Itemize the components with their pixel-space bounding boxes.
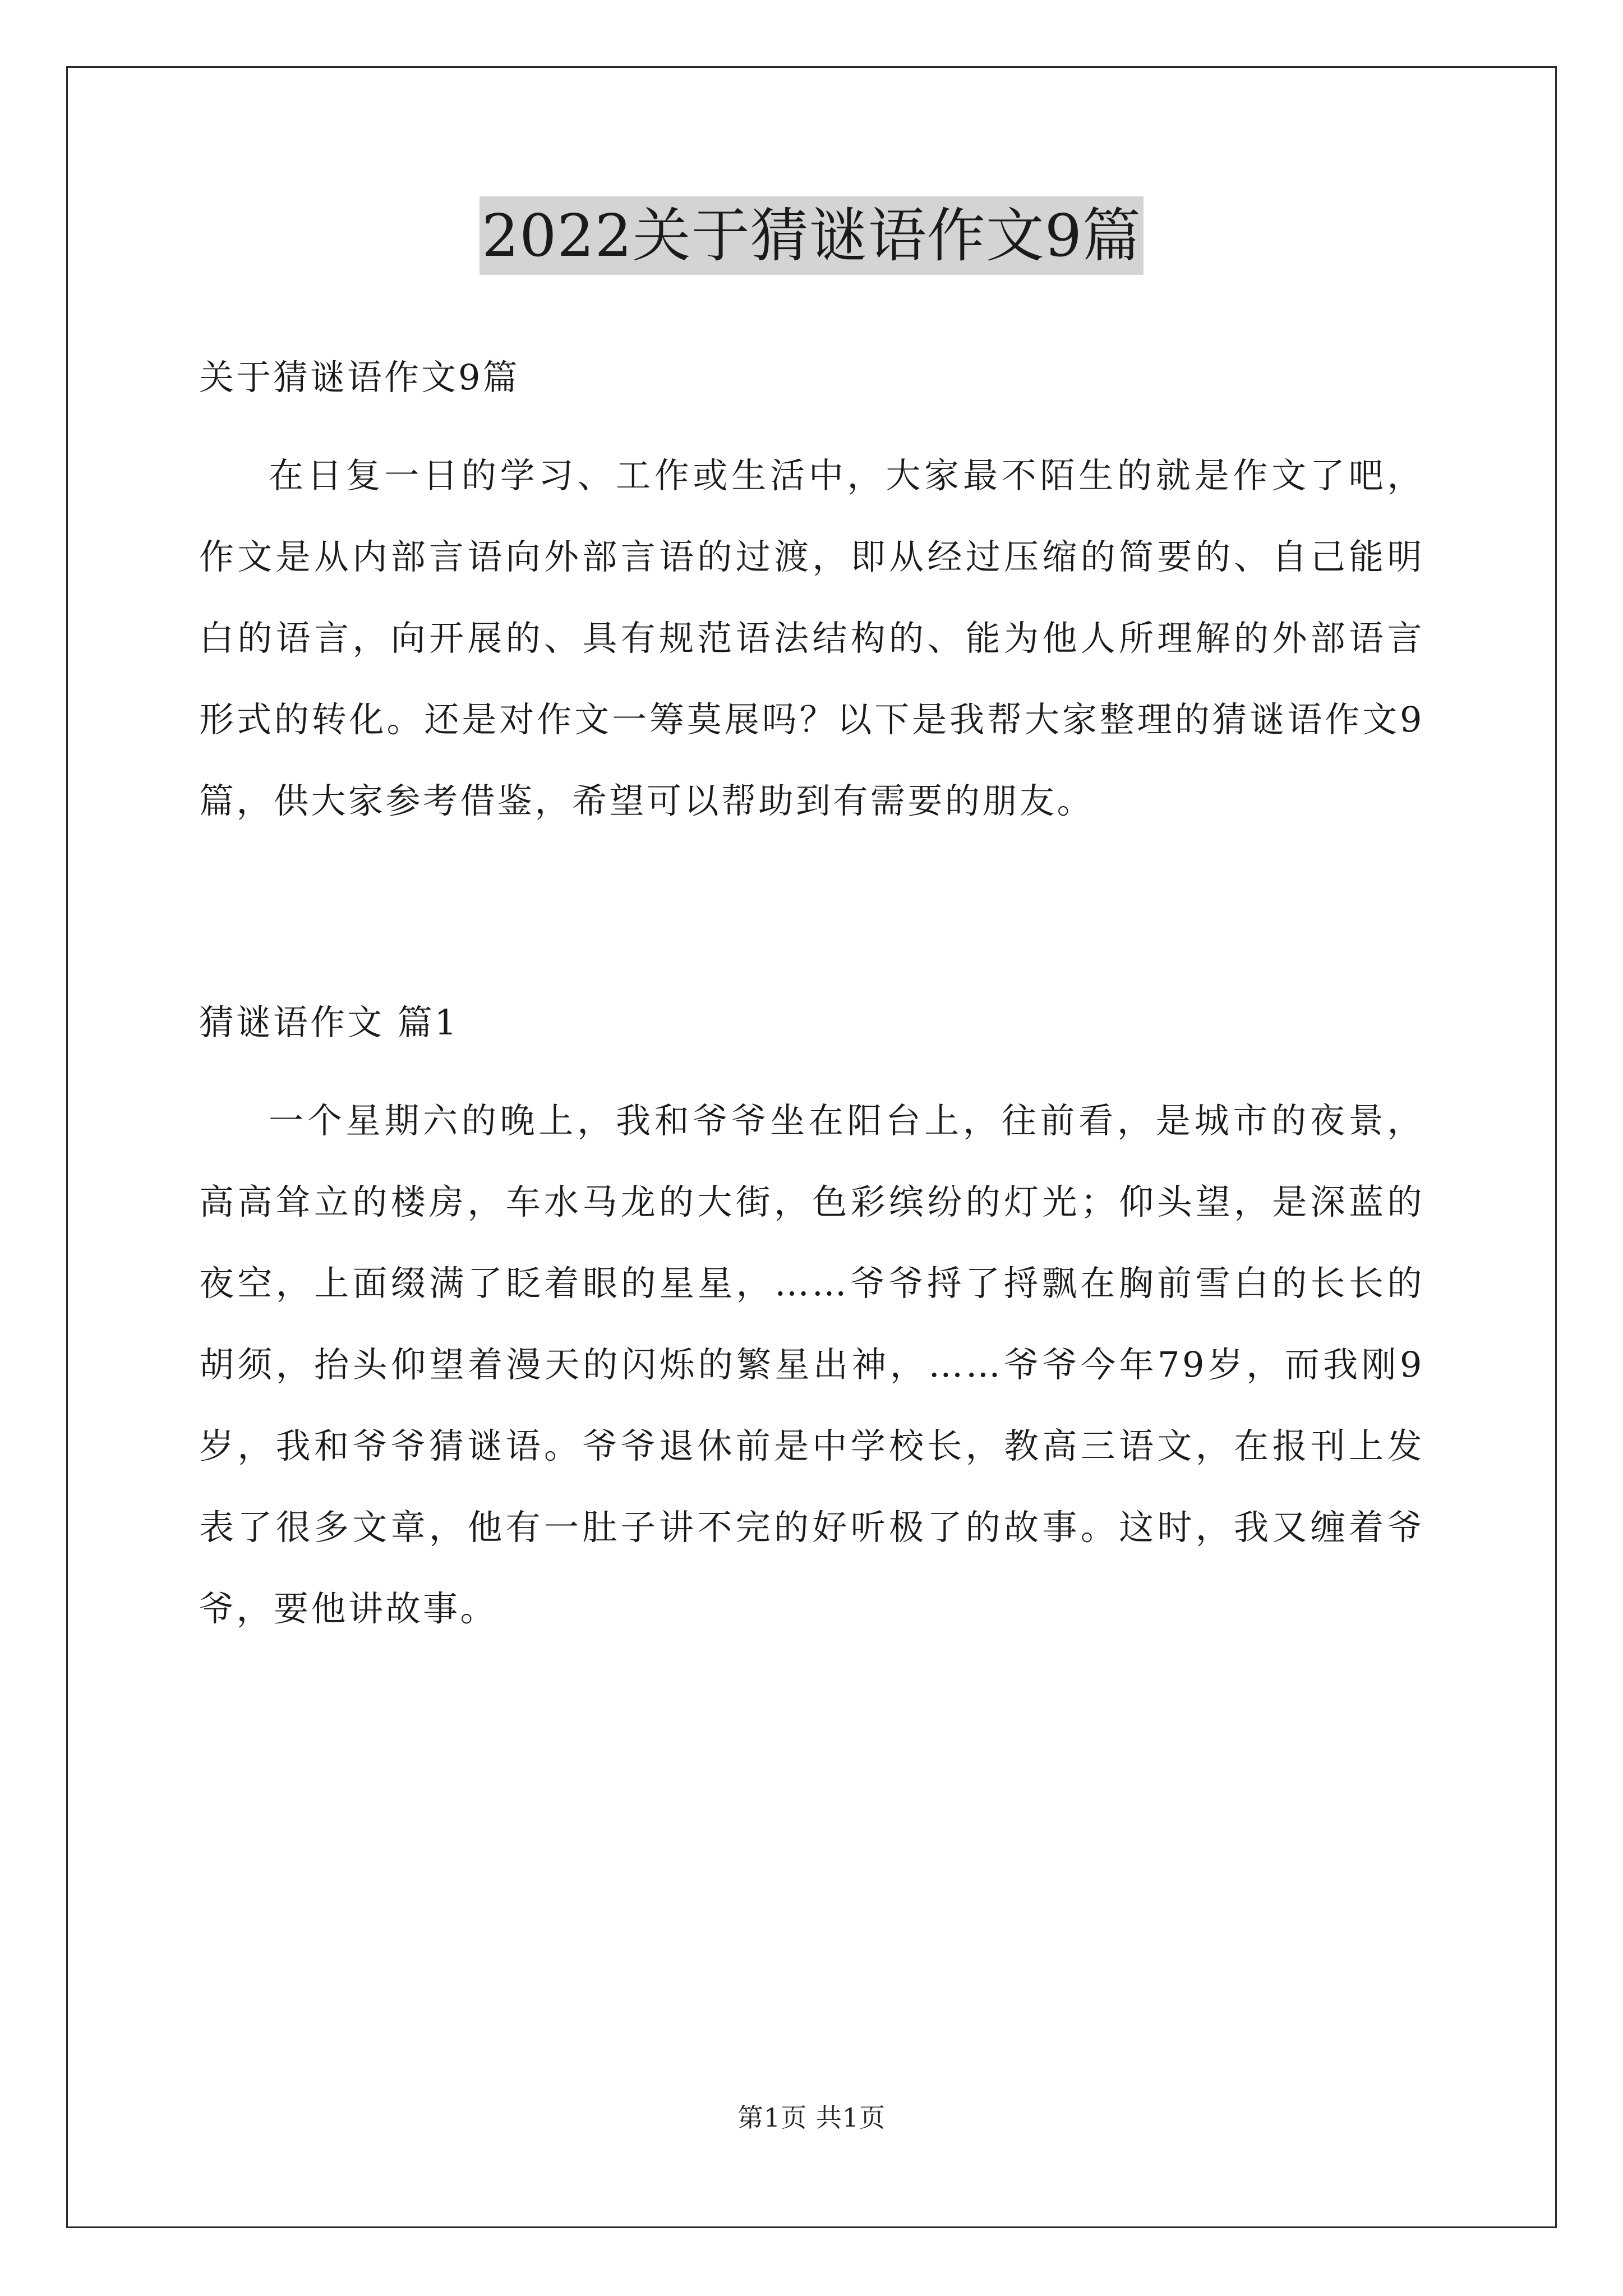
section-heading: 猜谜语作文 篇1: [199, 1002, 459, 1043]
document-subtitle: 关于猜谜语作文9篇: [199, 357, 520, 398]
page-footer: 第1页 共1页: [737, 2102, 886, 2133]
document-title-text: 2022关于猜谜语作文9篇: [479, 196, 1144, 275]
document-body: [199, 337, 1424, 1649]
document-title: [0, 196, 1623, 275]
intro-paragraph: 在日复一日的学习、工作或生活中，大家最不陌生的就是作文了吧，作文是从内部言语向外部言语的过渡，即从经过压缩的简要的、自己能明白的语言，向开展的、具有规范语法结构的、能为他人所理解的外部语言形式的转化。还是对作文一筹莫展吗？以下是我帮大家整理的猜谜语作文9篇，供大家参考借鉴，希望可以帮助到有需要的朋友。: [199, 455, 1424, 821]
section-paragraph: 一个星期六的晚上，我和爷爷坐在阳台上，往前看，是城市的夜景，高高耸立的楼房，车水马龙的大街，色彩缤纷的灯光；仰头望，是深蓝的夜空，上面缀满了眨着眼的星星，……爷爷捋了捋飘在胸前雪白的长长的胡须，抬头仰望着漫天的闪烁的繁星出神，……爷爷今年79岁，而我刚9岁，我和爷爷猜谜语。爷爷退休前是中学校长，教高三语文，在报刊上发表了很多文章，他有一肚子讲不完的好听极了的故事。这时，我又缠着爷爷，要他讲故事。: [199, 1100, 1424, 1629]
